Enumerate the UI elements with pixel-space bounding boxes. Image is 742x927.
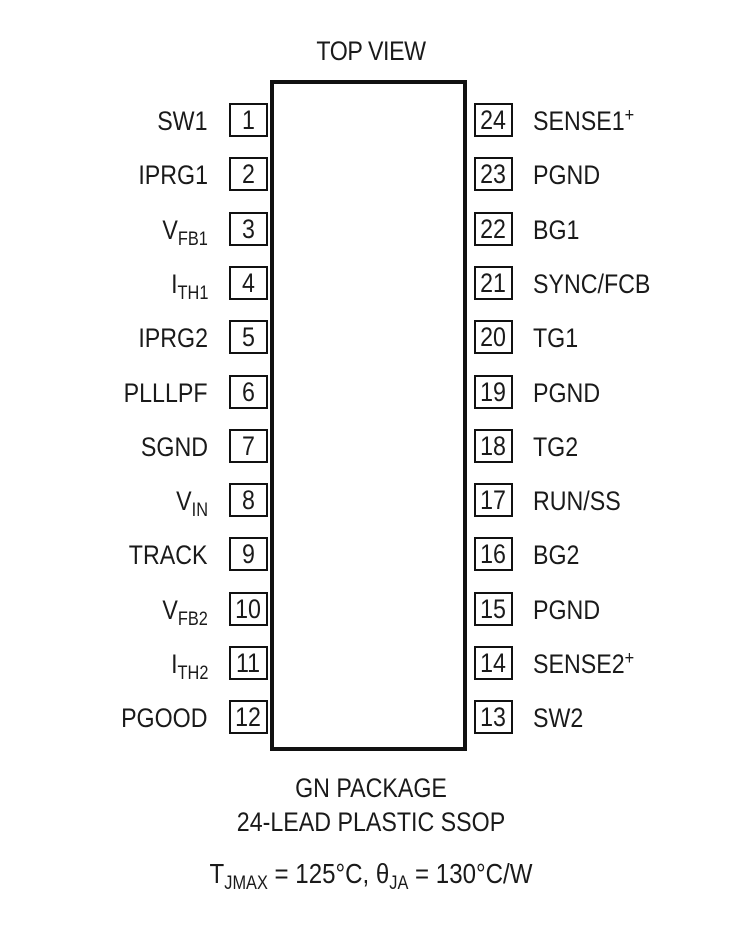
pin-5-label: [138, 321, 208, 355]
pin-16-label: [533, 538, 579, 572]
pin-name: I: [170, 269, 178, 299]
pin-16-box: [474, 537, 513, 571]
pin-3-box: [229, 212, 268, 246]
pin-name-subscript: FB1: [178, 229, 208, 250]
ic-package-body: [270, 80, 467, 751]
pin-23-box: [474, 157, 513, 191]
pin-number: 5: [242, 321, 255, 352]
pin-number: 6: [242, 376, 255, 407]
pin-9-label: [129, 538, 208, 572]
pin-10-box: [229, 592, 268, 626]
pin-number: 18: [480, 430, 507, 461]
pin-number: 11: [236, 647, 261, 678]
pin-3-label: [162, 213, 208, 250]
pin-number: 19: [480, 376, 507, 407]
pin-name: SENSE1: [533, 106, 625, 136]
pin-2-label: [138, 158, 208, 192]
pin-number: 13: [480, 701, 507, 732]
pin-name-subscript: TH2: [177, 663, 208, 684]
pin-name: PGND: [533, 160, 601, 190]
pin-name: PGND: [533, 595, 601, 625]
pin-number: 9: [242, 538, 255, 569]
pin-15-box: [474, 592, 513, 626]
theta-symbol: θ: [375, 858, 390, 889]
pin-name-subscript: IN: [191, 500, 208, 521]
tj-subscript: JMAX: [224, 873, 268, 894]
pin-22-label: [533, 213, 579, 247]
pin-name: V: [176, 486, 192, 516]
pin-8-label: [176, 484, 208, 521]
pin-name-superscript: +: [624, 648, 635, 669]
pin-name-subscript: TH1: [177, 283, 208, 304]
pin-number: 17: [480, 484, 507, 515]
pin-23-label: [533, 158, 600, 192]
pin-18-box: [474, 429, 513, 463]
pin-20-label: [533, 321, 578, 355]
pin-name: IPRG1: [138, 160, 208, 190]
pin-name: SENSE2: [533, 649, 625, 679]
pin-1-label: [158, 104, 208, 138]
pin-number: 24: [480, 104, 507, 135]
pin-10-label: [162, 593, 208, 630]
pin-name: V: [162, 215, 179, 245]
pin-2-box: [229, 157, 268, 191]
pin-number: 20: [480, 321, 507, 352]
pin-number: 23: [480, 158, 507, 189]
pin-number: 3: [242, 213, 255, 244]
pin-8-box: [229, 483, 268, 517]
pin-number: 14: [480, 647, 507, 678]
pin-19-box: [474, 375, 513, 409]
pin-name: PLLLPF: [124, 378, 208, 408]
pin-number: 2: [242, 158, 255, 189]
theta-subscript: JA: [389, 873, 409, 894]
pin-24-label: [533, 104, 634, 138]
pin-name: IPRG2: [138, 323, 208, 353]
package-name: GN PACKAGE: [295, 773, 447, 803]
pin-9-box: [229, 537, 268, 571]
pin-14-box: [474, 646, 513, 680]
pin-20-box: [474, 320, 513, 354]
pin-14-label: [533, 647, 634, 681]
pin-19-label: [533, 376, 600, 410]
pin-17-box: [474, 483, 513, 517]
pin-name: TRACK: [129, 540, 208, 570]
package-description: 24-LEAD PLASTIC SSOP: [236, 807, 506, 837]
pin-7-label: [141, 430, 208, 464]
pin-24-box: [474, 103, 513, 137]
pin-name: SYNC/FCB: [533, 269, 651, 299]
pin-number: 7: [242, 430, 255, 461]
pin-11-box: [229, 646, 268, 680]
pin-number: 15: [480, 593, 507, 624]
pin-12-label: [122, 701, 208, 735]
pin-number: 22: [480, 213, 507, 244]
pin-15-label: [533, 593, 600, 627]
pin-name: TG2: [533, 432, 579, 462]
pin-number: 8: [242, 484, 255, 515]
pin-number: 21: [480, 267, 507, 298]
pin-5-box: [229, 320, 268, 354]
pin-4-label: [170, 267, 208, 304]
pin-name: I: [170, 649, 178, 679]
pin-6-box: [229, 375, 268, 409]
pin-name: SGND: [140, 432, 208, 462]
tj-value: = 125°C,: [267, 858, 376, 889]
pin-name: BG2: [533, 540, 580, 570]
pin-name: PGOOD: [121, 703, 208, 733]
pin-22-box: [474, 212, 513, 246]
pin-name: RUN/SS: [533, 486, 621, 516]
pin-11-label: [170, 647, 208, 684]
theta-value: = 130°C/W: [408, 858, 533, 889]
pin-number: 12: [235, 701, 262, 732]
pin-name: BG1: [533, 215, 580, 245]
pin-name: TG1: [533, 323, 579, 353]
pin-21-label: [533, 267, 650, 301]
pin-number: 4: [242, 267, 255, 298]
pin-13-box: [474, 700, 513, 734]
pin-12-box: [229, 700, 268, 734]
pin-17-label: [533, 484, 621, 518]
pin-21-box: [474, 266, 513, 300]
thermal-spec: [52, 858, 690, 894]
pin-name: PGND: [533, 378, 601, 408]
pin-name-superscript: +: [624, 105, 635, 126]
pin-4-box: [229, 266, 268, 300]
pin-number: 1: [242, 104, 255, 135]
pin-name: SW1: [157, 106, 208, 136]
pin-13-label: [533, 701, 583, 735]
tj-symbol: T: [209, 858, 225, 889]
pin-name: SW2: [533, 703, 584, 733]
pin-1-box: [229, 103, 268, 137]
pin-18-label: [533, 430, 578, 464]
pin-number: 16: [480, 538, 507, 569]
pin-number: 10: [235, 593, 262, 624]
pin-name: V: [162, 595, 179, 625]
pin-name-subscript: FB2: [178, 609, 208, 630]
pin-6-label: [124, 376, 208, 410]
diagram-title: TOP VIEW: [316, 36, 426, 66]
pin-7-box: [229, 429, 268, 463]
